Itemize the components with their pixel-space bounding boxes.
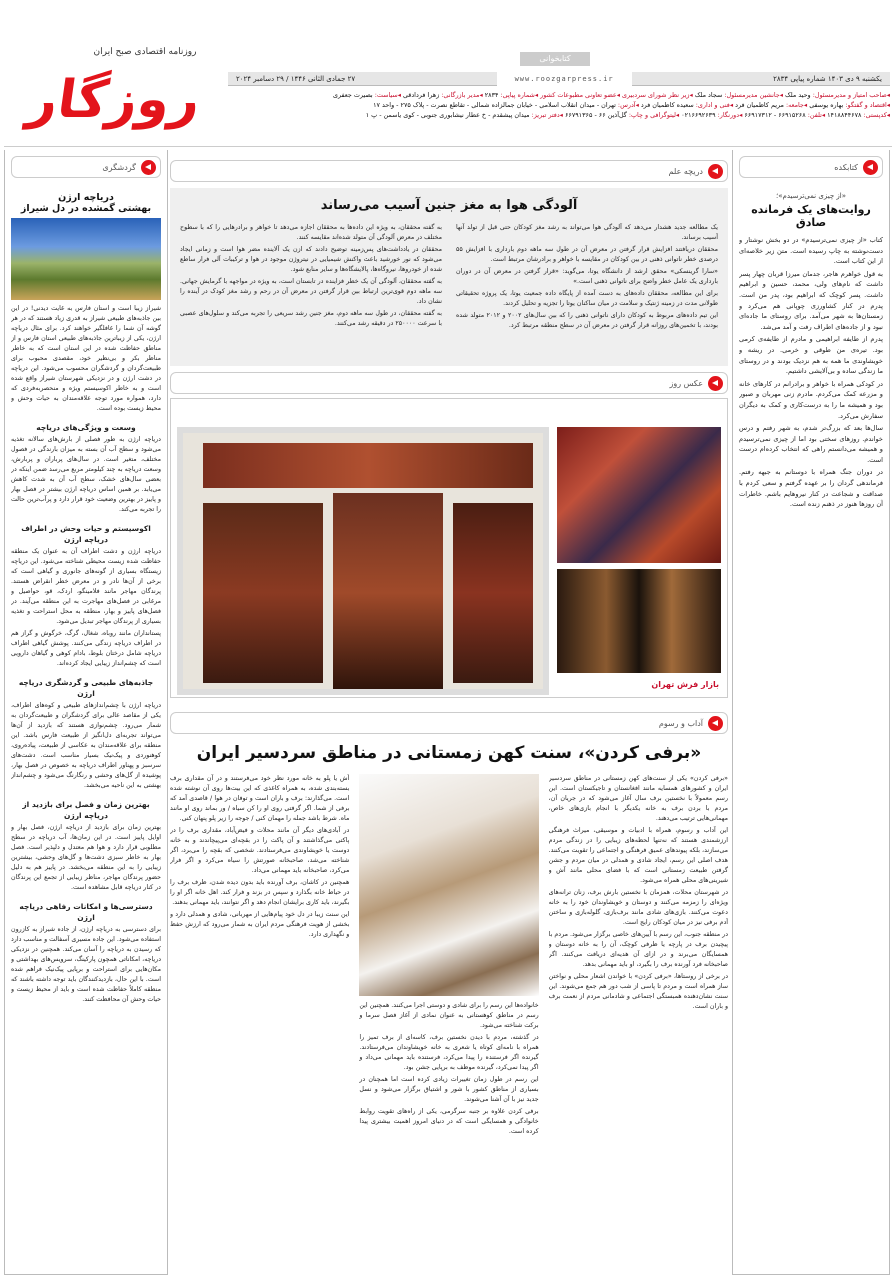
paragraph: شیراز زیبا است و استان فارس به غایت دیدنی! در این بین جاذبه‌های طبیعی شیراز به قدری زیاد هستند که در هر گوشه آن شما را غافلگیر خواهند کرد. برای مثال دریاچه ارژن، یکی از زیباترین جاذبه‌های طبیعی استان فارس و از مناطق حفاظت شده در این استان است که به خاطر مناظر بکر و بی‌نظیر خود، مقصدی محبوب برای طبیعت‌گردان و گردشگران محسوب می‌شود. این دریاچه در دشت ارژن و در نزدیکی شهرستان شیراز واقع شده است و به خاطر اکوسیستم ویژه و منحصربه‌فردی که دارد، همواره مورد توجه علاقه‌مندان به حیات وحش و محیط زیست بوده است. [11, 305, 161, 412]
carpets-pile-photo [557, 427, 721, 563]
paragraph: محققان دریافتند افزایش قرار گرفتن در معرض آن در طول سه ماهه دوم بارداری با افزایش ۵۵ درصدی خطر ناتوانی ذهنی در بین کودکان در مقایسه با خواهر و برادرشان مرتبط است. [456, 246, 718, 263]
article-body [739, 235, 883, 1275]
carpet-shop-photo [177, 427, 549, 695]
paragraph: این رسم در طول زمان تغییرات زیادی کرده است اما همچنان در بسیاری از مناطق کشور با شور و اشتیاق برگزار می‌شود و نسل جدید نیز با آن آشنا می‌شوند. [359, 1076, 539, 1103]
paragraph: این سنت زیبا در دل خود پیام‌هایی از مهربانی، شادی و همدلی دارد و بخشی از هویت فرهنگی مردم ایران به شمار می‌رود که ارزش حفظ و نگهداری دارد. [170, 911, 350, 938]
credit-value: وحید ملک [783, 91, 813, 99]
credit-value: سعیده کاظمیان فرد [638, 101, 696, 109]
paragraph: دریاچه ارژن و دشت اطراف آن به عنوان یک منطقه حفاظت شده زیست محیطی شناخته می‌شود. این دریاچه زیستگاه بسیاری از گونه‌های جانوری و گیاهی است که برخی از آن‌ها نادر و در معرض خطر انقراض هستند. پرندگان مهاجر مانند فلامینگو، اردک، قو، حواصیل و مرغابی در فصل‌های مهاجرت به این منطقه می‌آیند. در فصل‌های پاییز و بهار، منطقه به محل استراحت و تغذیه بسیاری از پرندگان مهاجر تبدیل می‌شود. [11, 548, 161, 625]
credit-label: ◂صاحب امتیاز و مدیرمسئول: [812, 91, 890, 99]
section-header: کتابکده [739, 156, 883, 178]
left-column-tourism [4, 150, 168, 1275]
subheading: اکوسیستم و حیات وحش در اطراف دریاچه ارژن [21, 524, 151, 544]
paragraph: به گفته محققان، در طول سه ماهه دوم، مغز جنین رشد سریعی را تجربه می‌کند و سلول‌های عصبی با سرعت ۲۵۰۰۰۰ در دقیقه رشد می‌کنند. [180, 310, 442, 327]
paragraph: به قول خواهرم هاجر، جدمان میرزا قربان چهار پسر داشت که نام‌های ولی، محمد، حسین و ابراهیم داشت. پسر کوچک که ابراهیم بود، پدر من است. پدرم در کنار کشاورزی چوپانی هم می‌کرد و زمستان‌ها به شهر می‌آمد. برای روستای ما جاده‌ای نبود و از جاده‌های اطراف رفت و آمد می‌شد. [739, 269, 883, 331]
paragraph: «برفی کردن» یکی از سنت‌های کهن زمستانی در مناطق سردسیر ایران و کشورهای همسایه مانند افغانستان و تاجیکستان است. این رسم معمولاً با نخستین برف سال آغاز می‌شود که در جریان آن، مردم با بردن برف به خانه یکدیگر با انجام بازی‌های خاص، مهمانی‌هایی ترتیب می‌دهند. [548, 775, 728, 822]
science-section [170, 160, 728, 366]
right-column-book [732, 150, 890, 1275]
credit-label: ◂شماره پیاپی: [500, 91, 539, 99]
date-persian: یکشنبه ۹ دی ۱۴۰۳ شماره پیاپی ۲۸۳۴ [773, 74, 882, 83]
credit-label: ◂لیتوگرافی و چاپ: [628, 111, 680, 119]
paragraph: در کودکی همراه با خواهر و برادرانم در کارهای خانه و مزرعه کمک می‌کردم. مادرم زنی مهربان و صبور بود و همیشه ما را به درست‌کاری و کمک به دیگران سفارش می‌کرد. [739, 379, 883, 420]
credit-label: ◂زیر نظر شورای سردبیری [621, 91, 693, 99]
paragraph: در شهرستان محلات، همزمان با نخستین بارش برف، زنان ترانه‌های ویژه‌ای را زمزمه می‌کنند و دوستان و خویشاوندان خود را به خانه دعوت می‌کنند. بازی‌های شادی مانند برف‌بازی، گلوله‌بازی و ساختن آدم برفی نیز در میان کودکان رایج است. [548, 889, 728, 926]
credit-value: ۶۶۹۱۵۲۶۸ - ۶۶۹۱۷۳۱۲ [742, 111, 808, 119]
paragraph: سال‌ها بعد که بزرگ‌تر شدم، به شهر رفتم و درس خواندم. روزهای سختی بود اما از چیزی نمی‌ترسیدم و همیشه می‌دانستم راهی که انتخاب کرده‌ام درست است. [739, 424, 883, 464]
credit-label: ◂آدرس: [617, 101, 639, 109]
headline: روایت‌های یک فرمانده صادق [751, 203, 871, 229]
paragraph: دریاچه ارژن با چشم‌اندازهای طبیعی و کوه‌های اطراف، یکی از مقاصد عالی برای گردشگران و طبیعت‌گردان به شمار می‌رود. چشم‌نوازی هستند که بازدید از آن‌ها می‌تواند تجربه‌ای دل‌انگیز از طبیعت فارس باشد. این منطقه برای علاقه‌مندان به عکاسی از طبیعت، پیاده‌روی، کوهنوردی و پیک‌نیک بسیار مناسب است. دشت‌های سرسبز و پهناور اطراف دریاچه به خصوص در فصل بهار، پوشیده از گل‌های وحشی و رنگارنگ می‌شود و چشم‌انداز بهشتی به این ناحیه می‌بخشد. [11, 702, 161, 789]
subheading: بهترین زمان و فصل برای بازدید از دریاچه ارژن [22, 800, 150, 820]
science-box [170, 188, 728, 366]
credit-value: میدان پیشقدم - خ عطار نیشابوری جنوبی - کوی یاسمن - پ ۱ [365, 111, 532, 119]
paragraph: برفی کردن علاوه بر جنبه سرگرمی، یکی از راه‌های تقویت روابط خانوادگی و همسایگی است که در دنیای امروز اهمیت بیشتری پیدا کرده است. [359, 1108, 539, 1135]
credit-value: ۰۲۱۶۶۹۲۶۳۹ [679, 111, 718, 119]
subheading: وسعت و ویژگی‌های دریاچه [36, 423, 136, 432]
credit-value: ۲۸۳۴ [482, 91, 501, 99]
website-link[interactable]: www.roozgarpress.ir [497, 72, 632, 86]
paragraph: دریاچه ارژن به طور فصلی از بارش‌های سالانه تغذیه می‌شود و سطح آب آن بسته به میزان بارندگی در فصول مختلف، متغیر است. در سال‌های پرباران و پربارش، وسعت دریاچه به چند کیلومتر مربع می‌رسد ضمن اینکه در بعضی سال‌های خشک، سطح آب آن به شدت کاهش می‌یابد. بر همین اساس دریاچه ارژن بیشتر در فصل بهار و پاییز در بهترین وضعیت خود قرار دارد و پرآب‌ترین حالت را تجربه می‌کند. [11, 436, 161, 513]
credit-label: ◂جامعه: [785, 101, 808, 109]
paragraph: بهترین زمان برای بازدید از دریاچه ارژن، فصل بهار و اوایل پاییز است. در این زمان‌ها، آب دریاچه در سطح مطلوبی قرار دارد و هوا هم معتدل و دلپذیر است. فصل بهار به خاطر سبزی دشت‌ها و گل‌های وحشی، بیشترین زیبایی را به این منطقه می‌بخشد. در پاییز هم به دلیل حضور پرندگان مهاجر، مناظر زیبایی از تجمع این پرندگان در کنار دریاچه قابل مشاهده است. [11, 824, 161, 891]
credit-label: ◂عضو تعاونی مطبوعات کشور [540, 91, 620, 99]
credit-label: ◂دورنگار: [717, 111, 743, 119]
date-other: ۲۷ جمادی الثانی ۱۴۴۶ / ۲۹ دسامبر ۲۰۲۴ [236, 74, 356, 83]
paragraph: پستانداران مانند روباه، شغال، گرگ، خرگوش و گراز هم در اطراف دریاچه زندگی می‌کنند. پوشش گیاهی اطراف دریاچه شامل درختان بلوط، بادام کوهی و گیاهان دارویی است که چشم‌انداز زیبایی ایجاد کرده‌اند. [11, 630, 161, 667]
paragraph: کتاب «از چیزی نمی‌ترسیدم» در دو بخش نوشتار و دست‌نوشته به چاپ رسیده است. متن زیر خلاصه‌ای از این کتاب است. [739, 236, 883, 266]
snowy-village-photo [359, 774, 538, 996]
section-marker-icon [141, 160, 156, 175]
article-body [11, 304, 161, 1244]
lake-photo [11, 218, 161, 300]
section-marker-icon [708, 716, 723, 731]
article-column-left [180, 223, 442, 353]
headline-line-2: بهشتی گمشده در دل شیراز [20, 203, 152, 214]
subheading: دسترسی‌ها و امکانات رفاهی دریاچه ارژن [19, 902, 153, 922]
photo-caption: بازار فرش تهران [651, 680, 719, 689]
tagline: روزنامه اقتصادی صبح ایران [93, 47, 197, 57]
newspaper-logo: روزگار [23, 70, 205, 130]
section-header: عکس روز [170, 372, 728, 394]
divider [4, 146, 892, 147]
paragraph: به گفته محققان، آلودگی آن یک خطر فزاینده در تابستان است، به ویژه در مواجهه با گرمایش جهانی. سه ماهه دوم قوی‌ترین ارتباط بین قرار گرفتن در معرض آن در رحم و رشد مغز کودک در آینده را نشان داد. [180, 278, 442, 305]
paragraph: «سارا گرینسکی» محقق ارشد از دانشگاه یوتا، می‌گوید: «قرار گرفتن در معرض آن در دوران بارداری یک عامل خطر واضح برای ناتوانی ذهنی است.» [456, 268, 718, 285]
credit-value: زهرا فردادقی [400, 91, 442, 99]
section-header: دریچه علم [170, 160, 728, 182]
credits-line [228, 111, 890, 120]
section-marker-icon [708, 376, 723, 391]
credit-label: ◂سیاست: [374, 91, 401, 99]
kicker: «از چیزی نمی‌ترسیدم»؛ [776, 192, 846, 200]
paragraph: در گذشته، مردم با دیدن نخستین برف، کاسه‌ای از برف تمیز را همراه با نامه‌ای کوتاه یا شعری به خانه خویشاوندان می‌فرستادند. گیرنده اگر فرستنده را پیدا می‌کرد، فرستنده باید مهمانی می‌داد و اگر پیدا نمی‌کرد، گیرنده موظف به برپایی جشن بود. [359, 1034, 539, 1071]
paragraph: یک مطالعه جدید هشدار می‌دهد که آلودگی هوا می‌تواند به رشد مغز کودکان حتی قبل از تولد آنها آسیب برساند. [456, 224, 718, 241]
article-column-middle [359, 1001, 538, 1271]
headline-line-1: دریاچه ارژن [58, 192, 114, 203]
credit-label: ◂فنی و اداری: [695, 101, 734, 109]
credit-label: ◂دفتر تبریز: [531, 111, 563, 119]
paragraph: به گفته محققان، به ویژه این داده‌ها به محققان اجازه می‌دهد تا خواهر و برادرهایی را که با سطوح مختلف در معرض آلودگی آن متولد شده‌اند مقایسه کنند. [180, 224, 442, 241]
article-column-right [549, 774, 728, 1274]
credit-value: بهاره یوسفی [807, 101, 846, 109]
credits-line [228, 101, 890, 110]
paragraph: پدرم از طایفه ابراهیمی و مادرم از طایفه‌ی کرمی بود. تیره‌ی من طوقی و خرمی. در ریشه و خویشاوندی ما همه به هم نزدیک بودند و در روستای ما زندگی ساده و بی‌آلایشی داشتیم. [739, 335, 883, 376]
top-mark: کتابخوانی [520, 52, 590, 66]
paragraph: این آداب و رسوم، همراه با ادبیات و موسیقی، میراث فرهنگی ارزشمندی هستند که نه‌تنها لحظه‌های زیبایی را در زندگی مردم می‌سازند، بلکه پیوندهای عمیق فرهنگی و اجتماعی را تقویت می‌کنند. هدف اصلی این رسم، ایجاد شادی و همدلی در میان مردم و جشن گرفتن طبیعت زمستانی است که با فضای محلی مانند آش و شیرینی‌های محلی همراه می‌شود. [548, 827, 728, 884]
paragraph: همچنین در کاشان، برف آورنده باید بدون دیده شدن، ظرف برف را در حیاط خانه بگذارد و سپس در بزند و فرار کند. اهل خانه اگر او را بگیرند، باید کاری برایشان انجام دهد و اگر نتوانند، باید مهمانی بدهند. [170, 879, 350, 906]
photo-of-day-section [170, 372, 728, 700]
paragraph: در منطقه جنوب، این رسم با آیین‌های خاصی برگزار می‌شود. مردم با پیچیدن برف در پارچه یا ظرفی کوچک، آن را به خانه دوستان و همسایگان می‌برند و در ازای آن هدیه‌ای دریافت می‌کنند. اگر صاحبخانه فرد آورنده برف را بگیرد، او باید مهمانی بدهد. [548, 931, 728, 968]
headline: «برفی کردن»، سنت کهن زمستانی در مناطق سردسیر ایران [196, 743, 702, 763]
dateline-bar [228, 72, 890, 86]
paragraph: در آبادی‌های دیگر آن مانند محلات و فیض‌آباد، مقداری برف را در پاکتی می‌گذاشتند و آن پاکت را در بقچه‌ای می‌پیچاندند و به خانه دوست یا خویشاوندی می‌فرستادند. شخصی که بقچه را می‌برد، اگر شناخته می‌شد، صاحبخانه صورتش را سیاه می‌کرد و اگر فرار می‌کرد، صاحبخانه باید مهمانی می‌داد. [170, 827, 350, 874]
credits-line [228, 91, 890, 100]
credit-value: سجاد ملک [692, 91, 725, 99]
headline: آلودگی هوا به مغز جنین آسیب می‌رساند [320, 198, 578, 213]
paragraph: در دوران جنگ همراه با دوستانم به جبهه رفتم. فرماندهی گردان را بر عهده گرفتم و سعی کردم با صداقت و شجاعت در کنار نیروهایم باشم. خاطرات آن روزها هنوز در ذهنم زنده است. [739, 468, 883, 509]
paragraph: برای این مطالعه، محققان داده‌های به دست آمده از پایگاه داده جمعیت یوتا، یک پروژه تحقیقاتی طولانی مدت در زمینه ژنتیک و سلامت در میان ساکنان یوتا را تجزیه و تحلیل کردند. [456, 290, 718, 307]
carpet-store-photo [557, 569, 721, 673]
paragraph: آش یا پلو به خانه مورد نظر خود می‌فرستند و در آن مقداری برف بسته‌بندی شده، به همراه کاغذی که این بیت‌ها روی آن نوشته شده است. می‌گذارند: برف و باران است و توفان در هوا / قاصدی آمد که برفی از شما. اگر گرفتی روی او را کن سیاه / ور بماند روی او مانند ماه. شرط باشد جمله را مهمان کنی / جوجه را زیر پلو پنهان کنی. [170, 775, 350, 822]
culture-section [170, 712, 728, 1274]
credit-label: ◂مدیر بازرگانی: [441, 91, 483, 99]
section-header: آداب و رسوم [170, 712, 728, 734]
paragraph: این تیم داده‌های مربوط به کودکان دارای ناتوانی ذهنی را که بین سال‌های ۲۰۰۲ و ۲۰۱۲ متولد شده بودند، با تخمین‌های روزانه قرار گرفتن در معرض آن در سطح منطقه مرتبط کرد. [456, 312, 718, 329]
section-marker-icon [863, 160, 878, 175]
paragraph: خانواده‌ها این رسم را برای شادی و دوستی اجرا می‌کنند. همچنین این رسم در مناطق کوهستانی به عنوان نمادی از آغاز فصل سرما و برکت شناخته می‌شود. [359, 1002, 539, 1029]
article-column-right [456, 223, 718, 353]
staff-credits [228, 91, 890, 121]
credit-value: تهران - میدان انقلاب اسلامی - خیابان جمالزاده شمالی - تقاطع نصرت - پلاک ۲۷۵ - واحد ۱۷ [373, 101, 618, 109]
article-column-left [170, 774, 349, 1274]
paragraph: در برخی از روستاها، «برفی کردن» با خواندن اشعار محلی و نواختن ساز همراه است و مردم تا پاسی از شب دور هم جمع می‌شوند. این سنت نشان‌دهنده همبستگی اجتماعی و شادمانی مردم از نعمت برف و باران است. [548, 973, 728, 1010]
credit-label: ◂جانشین مدیرمسئول: [724, 91, 783, 99]
credit-value: مریم کاظمیان فرد [733, 101, 786, 109]
credit-value: بصیرت جعفری [333, 91, 375, 99]
credit-value: گل‌آذین ۶۶ - ۶۶۷۹۱۳۶۵ [562, 111, 629, 119]
credit-label: ◂اقتصاد و گفتگو: [845, 101, 890, 109]
section-header: گردشگری [11, 156, 161, 178]
paragraph: برای دسترسی به دریاچه ارژن، از جاده شیراز به کازرون استفاده می‌شود. این جاده مسیری آسفالت و مناسب دارد که رسیدن به دریاچه را آسان می‌کند. همچنین در نزدیکی دریاچه، امکاناتی همچون پارکینگ، سرویس‌های بهداشتی و مکان‌هایی برای استراحت و برپایی پیک‌نیک فراهم شده است. با این حال، بازدیدکنندگان باید توجه داشته باشند که منطقه کاملاً حفاظت شده است و باید از محیط زیست و حیات وحش آن محافظت کنند. [11, 926, 161, 1003]
section-marker-icon [708, 164, 723, 179]
credit-label: ◂کدپستی: [863, 111, 890, 119]
credit-label: ◂تلفن: [807, 111, 826, 119]
subheading: جاذبه‌های طبیعی و گردشگری دریاچه ارژن [18, 678, 154, 698]
credit-value: ۱۴۱۸۸۴۴۶۷۸ [825, 111, 864, 119]
paragraph: محققان در یادداشت‌های پس‌زمینه توضیح دادند که ازن یک آلاینده مضر هوا است و زمانی ایجاد می‌شود که نور خورشید باعث واکنش شیمیایی در نیتروژن موجود در هوا و ترکیبات آلی فرار ساطع شده از خودروها، نیروگاه‌ها، پالایشگاه‌ها و سایر منابع شود. [180, 246, 442, 273]
